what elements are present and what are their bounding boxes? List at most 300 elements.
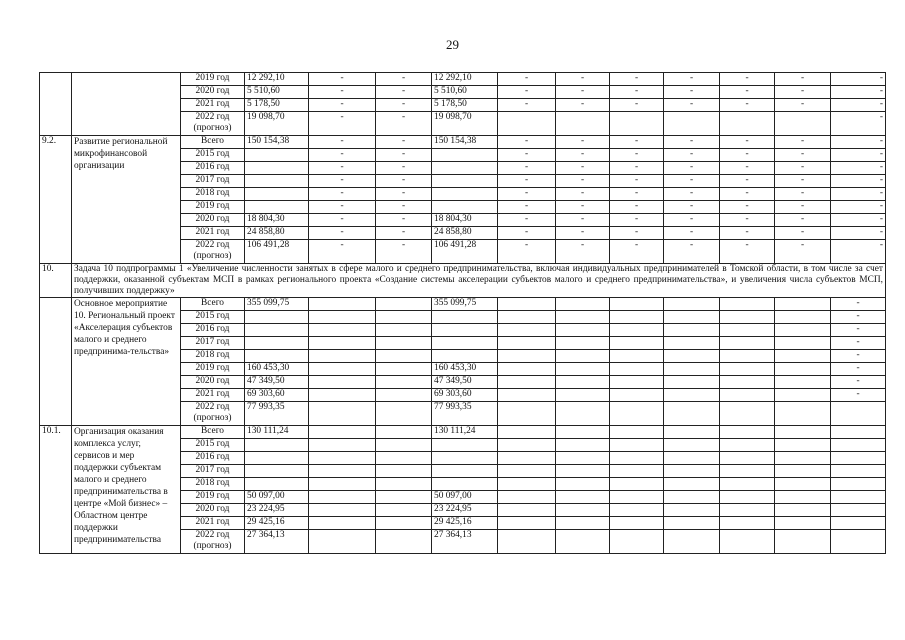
value-cell	[720, 350, 775, 363]
value-cell	[775, 478, 831, 491]
value-cell	[664, 439, 720, 452]
value-cell: 106 491,28	[432, 240, 498, 264]
value-cell: -	[376, 188, 432, 201]
value-cell: -	[610, 227, 664, 240]
value-cell: -	[720, 175, 775, 188]
value-cell: -	[376, 227, 432, 240]
activity-title: Основное мероприятие 10. Региональный проект «Акселерация субъектов малого и среднего предпринима-тельства»	[72, 298, 181, 426]
value-cell	[610, 426, 664, 439]
value-cell	[831, 439, 886, 452]
value-cell: -	[664, 175, 720, 188]
total-cell	[245, 162, 309, 175]
value-cell: -	[664, 240, 720, 264]
value-cell: -	[775, 149, 831, 162]
value-cell	[432, 478, 498, 491]
value-cell	[556, 402, 610, 426]
value-cell	[664, 376, 720, 389]
total-cell	[245, 149, 309, 162]
value-cell	[775, 504, 831, 517]
value-cell: -	[376, 240, 432, 264]
value-cell	[831, 504, 886, 517]
value-cell: -	[775, 214, 831, 227]
value-cell	[610, 363, 664, 376]
year-cell: 2016 год	[181, 162, 245, 175]
total-cell: 130 111,24	[245, 426, 309, 439]
code-cell	[40, 298, 72, 426]
year-cell: 2021 год	[181, 517, 245, 530]
value-cell: -	[376, 175, 432, 188]
value-cell: -	[775, 175, 831, 188]
value-cell	[720, 311, 775, 324]
value-cell	[309, 517, 376, 530]
value-cell	[309, 298, 376, 311]
value-cell	[498, 452, 556, 465]
value-cell	[432, 439, 498, 452]
value-cell: -	[610, 99, 664, 112]
value-cell	[498, 350, 556, 363]
value-cell	[720, 363, 775, 376]
value-cell: -	[775, 99, 831, 112]
value-cell: -	[498, 86, 556, 99]
value-cell: -	[309, 162, 376, 175]
value-cell	[720, 389, 775, 402]
value-cell	[309, 389, 376, 402]
value-cell	[556, 452, 610, 465]
year-cell: 2018 год	[181, 188, 245, 201]
value-cell: -	[775, 240, 831, 264]
value-cell: 160 453,30	[432, 363, 498, 376]
task-code: 10.	[40, 264, 72, 298]
year-cell: Всего	[181, 426, 245, 439]
value-cell: -	[376, 214, 432, 227]
value-cell	[664, 452, 720, 465]
value-cell: -	[498, 99, 556, 112]
value-cell: -	[831, 240, 886, 264]
value-cell: -	[831, 73, 886, 86]
value-cell: -	[610, 162, 664, 175]
value-cell	[376, 402, 432, 426]
value-cell: 50 097,00	[432, 491, 498, 504]
value-cell	[498, 504, 556, 517]
value-cell: -	[376, 99, 432, 112]
value-cell	[664, 504, 720, 517]
value-cell: -	[309, 175, 376, 188]
value-cell	[556, 311, 610, 324]
total-cell: 29 425,16	[245, 517, 309, 530]
year-cell: 2017 год	[181, 465, 245, 478]
value-cell	[432, 337, 498, 350]
value-cell: 355 099,75	[432, 298, 498, 311]
value-cell: -	[775, 136, 831, 149]
value-cell	[610, 350, 664, 363]
value-cell: -	[775, 73, 831, 86]
value-cell: -	[775, 86, 831, 99]
value-cell: -	[720, 73, 775, 86]
value-cell: -	[309, 240, 376, 264]
value-cell	[720, 112, 775, 136]
value-cell: -	[831, 298, 886, 311]
value-cell	[720, 324, 775, 337]
value-cell	[498, 363, 556, 376]
value-cell	[664, 426, 720, 439]
value-cell: -	[664, 136, 720, 149]
year-cell: 2018 год	[181, 478, 245, 491]
value-cell	[498, 530, 556, 554]
value-cell: -	[664, 162, 720, 175]
value-cell	[556, 478, 610, 491]
value-cell: -	[610, 149, 664, 162]
value-cell	[376, 452, 432, 465]
value-cell: 18 804,30	[432, 214, 498, 227]
total-cell: 12 292,10	[245, 73, 309, 86]
value-cell: -	[610, 73, 664, 86]
value-cell	[775, 439, 831, 452]
value-cell: -	[664, 201, 720, 214]
value-cell: -	[309, 136, 376, 149]
value-cell: -	[831, 376, 886, 389]
value-cell	[720, 504, 775, 517]
value-cell: -	[610, 188, 664, 201]
value-cell	[498, 465, 556, 478]
value-cell	[610, 452, 664, 465]
value-cell	[432, 149, 498, 162]
value-cell	[720, 465, 775, 478]
total-cell	[245, 350, 309, 363]
value-cell: -	[775, 188, 831, 201]
value-cell: -	[556, 86, 610, 99]
value-cell	[432, 452, 498, 465]
value-cell: 23 224,95	[432, 504, 498, 517]
value-cell: -	[775, 201, 831, 214]
year-cell: 2021 год	[181, 227, 245, 240]
value-cell	[498, 426, 556, 439]
value-cell	[309, 324, 376, 337]
section-code: 9.2.	[40, 136, 72, 264]
value-cell	[498, 112, 556, 136]
value-cell	[664, 324, 720, 337]
value-cell	[432, 465, 498, 478]
year-cell: 2020 год	[181, 504, 245, 517]
value-cell: 27 364,13	[432, 530, 498, 554]
value-cell: -	[831, 149, 886, 162]
value-cell	[376, 376, 432, 389]
value-cell: -	[831, 188, 886, 201]
value-cell: -	[556, 175, 610, 188]
year-cell: 2021 год	[181, 389, 245, 402]
year-cell: 2018 год	[181, 350, 245, 363]
code-cell	[40, 73, 72, 136]
year-cell: 2016 год	[181, 324, 245, 337]
year-cell: 2015 год	[181, 439, 245, 452]
value-cell	[831, 491, 886, 504]
value-cell: -	[376, 201, 432, 214]
value-cell: -	[556, 188, 610, 201]
value-cell	[664, 311, 720, 324]
value-cell	[775, 376, 831, 389]
value-cell: -	[831, 350, 886, 363]
value-cell	[664, 389, 720, 402]
value-cell	[720, 452, 775, 465]
value-cell: -	[831, 86, 886, 99]
value-cell	[309, 350, 376, 363]
value-cell	[556, 465, 610, 478]
value-cell: -	[556, 136, 610, 149]
value-cell: -	[610, 214, 664, 227]
value-cell	[720, 298, 775, 311]
year-cell: 2022 год (прогноз)	[181, 402, 245, 426]
value-cell	[309, 439, 376, 452]
value-cell	[376, 426, 432, 439]
value-cell: 77 993,35	[432, 402, 498, 426]
value-cell	[556, 298, 610, 311]
value-cell: -	[556, 240, 610, 264]
value-cell: -	[831, 201, 886, 214]
value-cell: -	[610, 201, 664, 214]
total-cell: 18 804,30	[245, 214, 309, 227]
value-cell	[432, 311, 498, 324]
value-cell	[664, 491, 720, 504]
total-cell: 19 098,70	[245, 112, 309, 136]
task-row	[40, 264, 886, 298]
value-cell	[556, 324, 610, 337]
value-cell	[376, 311, 432, 324]
value-cell	[309, 402, 376, 426]
value-cell	[556, 337, 610, 350]
value-cell	[831, 426, 886, 439]
value-cell	[720, 491, 775, 504]
value-cell	[498, 491, 556, 504]
value-cell	[432, 350, 498, 363]
value-cell	[720, 530, 775, 554]
value-cell	[831, 465, 886, 478]
value-cell	[432, 175, 498, 188]
value-cell: -	[831, 99, 886, 112]
value-cell: -	[309, 227, 376, 240]
value-cell: -	[498, 175, 556, 188]
total-cell: 5 178,50	[245, 99, 309, 112]
value-cell	[376, 517, 432, 530]
value-cell: -	[610, 136, 664, 149]
value-cell: -	[556, 214, 610, 227]
value-cell	[775, 324, 831, 337]
value-cell: -	[498, 214, 556, 227]
value-cell	[775, 389, 831, 402]
value-cell: -	[720, 240, 775, 264]
value-cell: -	[556, 73, 610, 86]
value-cell	[432, 324, 498, 337]
value-cell	[432, 201, 498, 214]
value-cell: -	[775, 162, 831, 175]
value-cell: -	[610, 175, 664, 188]
value-cell	[556, 376, 610, 389]
value-cell: -	[376, 73, 432, 86]
value-cell: -	[831, 175, 886, 188]
year-cell: 2019 год	[181, 73, 245, 86]
value-cell: -	[664, 227, 720, 240]
value-cell: -	[664, 86, 720, 99]
value-cell	[556, 517, 610, 530]
value-cell	[376, 478, 432, 491]
value-cell: 29 425,16	[432, 517, 498, 530]
value-cell: -	[720, 227, 775, 240]
value-cell: -	[376, 149, 432, 162]
value-cell: -	[720, 214, 775, 227]
value-cell	[610, 491, 664, 504]
value-cell: -	[831, 363, 886, 376]
value-cell	[664, 112, 720, 136]
value-cell: -	[498, 149, 556, 162]
value-cell: -	[498, 73, 556, 86]
value-cell	[498, 324, 556, 337]
value-cell: -	[720, 99, 775, 112]
value-cell	[498, 337, 556, 350]
value-cell	[831, 517, 886, 530]
value-cell	[775, 112, 831, 136]
value-cell	[376, 504, 432, 517]
value-cell	[309, 337, 376, 350]
value-cell	[831, 402, 886, 426]
value-cell	[309, 465, 376, 478]
value-cell: -	[831, 389, 886, 402]
value-cell: 5 510,60	[432, 86, 498, 99]
value-cell	[309, 478, 376, 491]
value-cell: -	[664, 99, 720, 112]
value-cell: -	[831, 337, 886, 350]
value-cell	[610, 376, 664, 389]
year-cell: 2021 год	[181, 99, 245, 112]
value-cell: -	[720, 188, 775, 201]
value-cell	[498, 478, 556, 491]
year-cell: 2015 год	[181, 311, 245, 324]
value-cell	[498, 517, 556, 530]
total-cell: 69 303,60	[245, 389, 309, 402]
value-cell	[309, 426, 376, 439]
value-cell	[376, 530, 432, 554]
value-cell	[309, 504, 376, 517]
total-cell	[245, 439, 309, 452]
value-cell	[556, 389, 610, 402]
value-cell: 150 154,38	[432, 136, 498, 149]
value-cell: -	[720, 136, 775, 149]
value-cell	[664, 517, 720, 530]
value-cell: -	[775, 227, 831, 240]
value-cell	[664, 465, 720, 478]
value-cell	[664, 478, 720, 491]
value-cell	[720, 337, 775, 350]
total-cell: 24 858,80	[245, 227, 309, 240]
value-cell: -	[664, 149, 720, 162]
value-cell	[556, 491, 610, 504]
value-cell: -	[498, 162, 556, 175]
total-cell	[245, 311, 309, 324]
value-cell: -	[498, 136, 556, 149]
value-cell: -	[309, 86, 376, 99]
total-cell: 50 097,00	[245, 491, 309, 504]
table-row	[40, 298, 886, 311]
value-cell	[610, 389, 664, 402]
value-cell	[831, 452, 886, 465]
value-cell	[610, 478, 664, 491]
value-cell: 19 098,70	[432, 112, 498, 136]
value-cell: -	[831, 227, 886, 240]
value-cell	[376, 439, 432, 452]
value-cell	[610, 504, 664, 517]
year-cell: 2016 год	[181, 452, 245, 465]
value-cell: -	[556, 149, 610, 162]
value-cell	[556, 439, 610, 452]
value-cell: -	[498, 201, 556, 214]
total-cell: 355 099,75	[245, 298, 309, 311]
value-cell	[432, 188, 498, 201]
year-cell: 2019 год	[181, 491, 245, 504]
value-cell: 24 858,80	[432, 227, 498, 240]
value-cell: -	[831, 112, 886, 136]
value-cell	[610, 298, 664, 311]
year-cell: 2019 год	[181, 363, 245, 376]
value-cell: -	[720, 149, 775, 162]
value-cell	[376, 350, 432, 363]
task-text: Задача 10 подпрограммы 1 «Увеличение численности занятых в сфере малого и среднего предпринимательства, включая индивидуальных предпринимателей в Томской области, в том числе за счет поддержки, оказанной субъектам МСП в рамках регионального проекта «Создание системы акселерации субъектов малого и среднего предпринимательства», и увеличения числа субъектов МСП, получивших поддержку»	[72, 264, 886, 298]
total-cell: 160 453,30	[245, 363, 309, 376]
section-code: 10.1.	[40, 426, 72, 554]
value-cell: 12 292,10	[432, 73, 498, 86]
year-cell: 2022 год (прогноз)	[181, 240, 245, 264]
value-cell	[610, 439, 664, 452]
year-cell: 2022 год (прогноз)	[181, 530, 245, 554]
value-cell	[664, 350, 720, 363]
value-cell	[556, 112, 610, 136]
value-cell	[775, 363, 831, 376]
total-cell: 5 510,60	[245, 86, 309, 99]
total-cell: 106 491,28	[245, 240, 309, 264]
value-cell	[309, 311, 376, 324]
value-cell: -	[556, 99, 610, 112]
value-cell: -	[376, 86, 432, 99]
value-cell	[720, 426, 775, 439]
value-cell: -	[376, 136, 432, 149]
value-cell	[309, 376, 376, 389]
value-cell: -	[556, 201, 610, 214]
value-cell	[610, 337, 664, 350]
value-cell	[309, 363, 376, 376]
total-cell	[245, 465, 309, 478]
value-cell	[498, 298, 556, 311]
value-cell: -	[309, 112, 376, 136]
total-cell	[245, 452, 309, 465]
value-cell	[720, 376, 775, 389]
year-cell: 2022 год (прогноз)	[181, 112, 245, 136]
value-cell	[309, 530, 376, 554]
value-cell	[376, 363, 432, 376]
section-title: Развитие региональной микрофинансовой организации	[72, 136, 181, 264]
value-cell: -	[831, 214, 886, 227]
year-cell: Всего	[181, 136, 245, 149]
value-cell	[775, 337, 831, 350]
budget-table	[39, 72, 886, 554]
value-cell: -	[831, 311, 886, 324]
value-cell	[775, 452, 831, 465]
value-cell	[610, 112, 664, 136]
value-cell: -	[309, 214, 376, 227]
value-cell	[556, 363, 610, 376]
year-cell: 2020 год	[181, 214, 245, 227]
year-cell: 2017 год	[181, 175, 245, 188]
value-cell: -	[309, 149, 376, 162]
value-cell	[664, 337, 720, 350]
value-cell	[664, 530, 720, 554]
value-cell	[376, 491, 432, 504]
value-cell	[775, 402, 831, 426]
